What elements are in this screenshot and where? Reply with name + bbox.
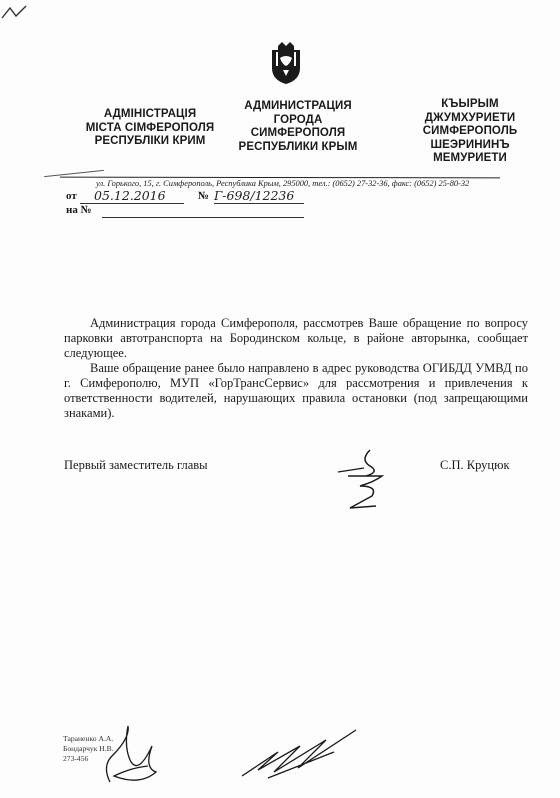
signatory-name: С.П. Круцюк [440, 458, 510, 472]
coat-of-arms-icon [268, 42, 304, 86]
header-kt-line: МЕМУРИЕТИ [433, 152, 507, 164]
header-russian [222, 100, 374, 154]
header-kt-line: КЪЫРЫМ [441, 98, 499, 110]
number-value: Г-698/12236 [214, 188, 295, 203]
reference-label: на № [66, 204, 92, 216]
visa-signature-second [238, 722, 362, 782]
executor-line: Тараненко А.А. [63, 734, 114, 743]
header-kt-line: ДЖУМХУРИЕТИ [424, 111, 516, 124]
header-ua-line: АДМІНІСТРАЦІЯ [103, 108, 197, 120]
body-paragraph: Ваше обращение ранее было направлено в адрес руководства ОГИБДД УМВД по г. Симферополю, МУП «ГорТрансСервис» для рассмотрения и привлечения к ответственности водителей, нарушающих правила остановки (под запрещающими знаками). [64, 361, 528, 420]
scan-artifact-mark [0, 4, 28, 22]
address-line: ул. Горького, 15, г. Симферополь, Республика Крым, 295000, тел.: (0652) 27-32-36, факс: (0652) 25-80-32 [96, 179, 470, 188]
letter-body [64, 316, 528, 421]
date-value: 05.12.2016 [94, 188, 166, 203]
header-ua-line: РЕСПУБЛІКИ КРИМ [94, 135, 206, 147]
reference-underline [102, 217, 304, 218]
number-label: № [198, 190, 210, 202]
date-label: от [66, 190, 77, 202]
header-kt-line: ШЕЭРИНИНЪ [430, 138, 510, 151]
header-ua-line: МІСТА СІМФЕРОПОЛЯ [85, 121, 215, 134]
header-crimean-tatar [400, 98, 540, 166]
header-ru-line: РЕСПУБЛИКИ КРЫМ [238, 140, 358, 153]
header-ru-line: СИМФЕРОПОЛЯ [250, 127, 346, 139]
visa-signature [100, 716, 170, 788]
header-ru-line: ГОРОДА [273, 113, 323, 126]
executor-phone: 273-456 [63, 754, 89, 763]
header-ru-line: АДМИНИСТРАЦИЯ [244, 100, 352, 112]
number-underline [214, 203, 304, 204]
date-underline [80, 203, 184, 204]
header-ukrainian [70, 108, 230, 149]
executor-line: Бондарчук Н.В. [63, 744, 114, 753]
body-paragraph: Администрация города Симферополя, рассмотрев Ваше обращение по вопросу парковки автотранспорта на Бородинском кольце, в районе авторынка, сообщает следующее. [64, 316, 528, 360]
signatory-title: Первый заместитель главы [64, 458, 208, 472]
handwritten-signature [330, 446, 400, 516]
header-kt-line: СИМФЕРОПОЛЬ [422, 125, 518, 137]
